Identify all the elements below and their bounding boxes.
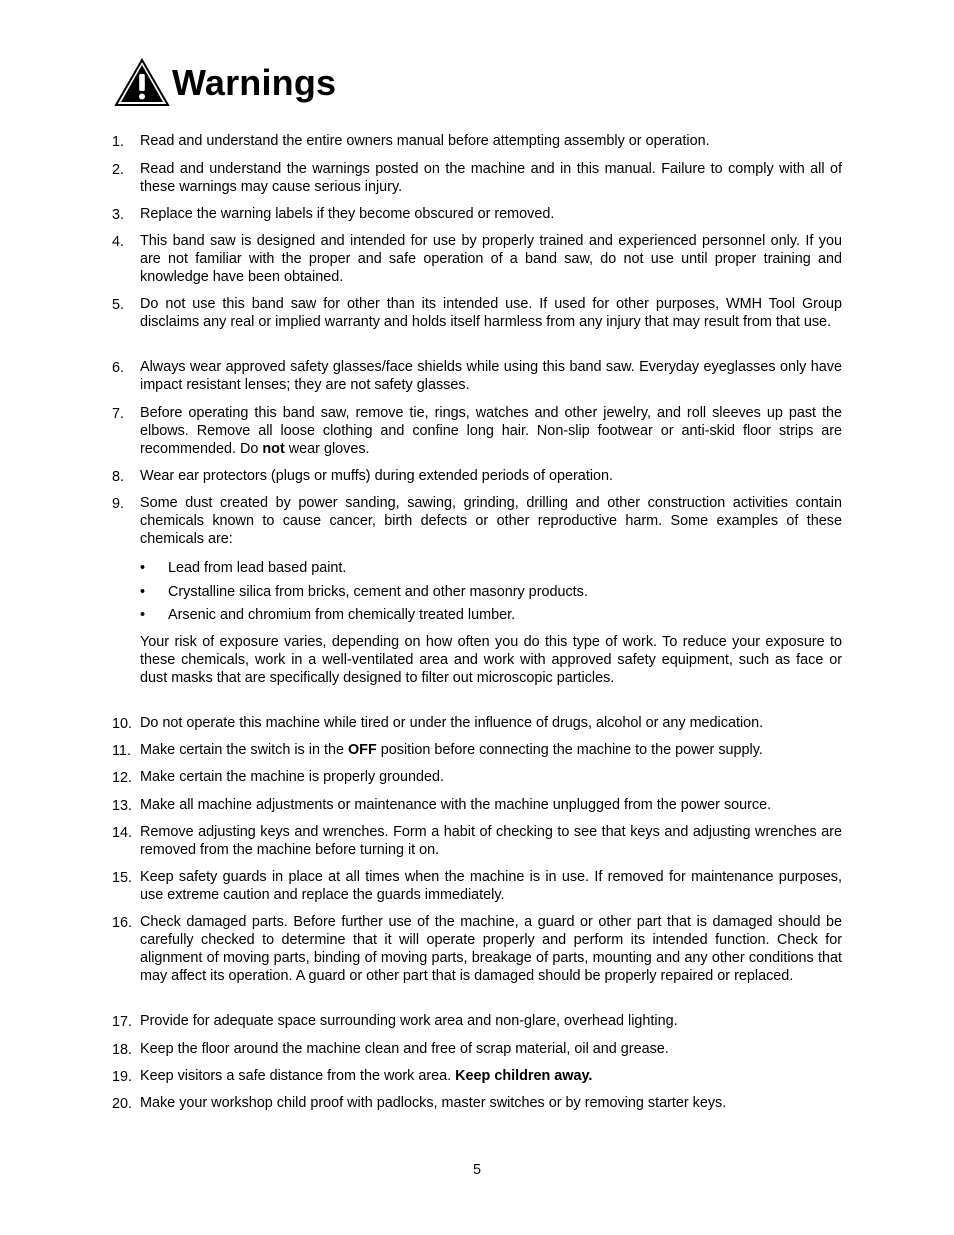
item-text-part: wear gloves.: [284, 440, 370, 457]
bullet-text: Crystalline silica from bricks, cement and other masonry products.: [168, 584, 588, 600]
section-header: [114, 58, 336, 108]
item-number: 20.: [112, 1096, 133, 1112]
item-text-part: Make certain the switch is in the: [140, 742, 348, 758]
page-title: Warnings: [172, 62, 337, 103]
item-number: 18.: [112, 1042, 133, 1058]
item-number: 2.: [112, 162, 125, 178]
item-text: This band saw is designed and intended for use by properly trained and experienced personnel only. If you are not familiar with the proper and safe operation of a band saw, do not use until proper training and knowledge have been obtained.: [140, 233, 842, 285]
item-text: Do not use this band saw for other than its intended use. If used for other purposes, WMH Tool Group disclaims any real or implied warranty and holds itself harmless from any injury that may result from that use.: [140, 296, 842, 330]
item-text: Read and understand the warnings posted on the machine and in this manual. Failure to comply with all of these warnings may cause serious injury.: [140, 161, 842, 195]
item-number: 7.: [112, 406, 125, 422]
item-text: Check damaged parts. Before further use of the machine, a guard or other part that is damaged should be carefully checked to determine that it will operate properly and perform its intended function. Check for alignment of moving parts, binding of moving parts, breakage of parts, mounting and any other conditions that may affect its operation. A guard or other part that is damaged should be properly repaired or replaced.: [140, 914, 842, 984]
emphasis-text: not: [262, 440, 285, 457]
item-number: 6.: [112, 360, 125, 376]
item-number: 19.: [112, 1069, 133, 1085]
bullet-symbol: •: [140, 560, 146, 576]
item-number: 13.: [112, 798, 133, 814]
item-text: Provide for adequate space surrounding work area and non-glare, overhead lighting.: [140, 1013, 678, 1029]
bullet-text: Lead from lead based paint.: [168, 560, 347, 576]
item-text: Always wear approved safety glasses/face shields while using this band saw. Everyday eyeglasses only have impact resistant lenses; they are not safety glasses.: [140, 359, 842, 393]
item-number: 12.: [112, 770, 133, 786]
followup-paragraph: Your risk of exposure varies, depending on how often you do this type of work. To reduce your exposure to these chemicals, work in a well-ventilated area and work with approved safety equipment, such as face or dust masks that are specifically designed to filter out microscopic particles.: [140, 634, 842, 686]
item-number: 10.: [112, 716, 133, 732]
item-text: Wear ear protectors (plugs or muffs) during extended periods of operation.: [140, 468, 614, 484]
item-text: Some dust created by power sanding, sawing, grinding, drilling and other construction activities contain chemicals known to cause cancer, birth defects or other reproductive harm. Some examples of these chemicals are:: [140, 495, 842, 547]
item-text: Read and understand the entire owners manual before attempting assembly or operation.: [140, 133, 710, 149]
item-number: 3.: [112, 207, 125, 223]
item-text: Do not operate this machine while tired or under the influence of drugs, alcohol or any medication.: [140, 715, 764, 731]
item-text: [140, 742, 842, 760]
item-number: 9.: [112, 496, 125, 512]
warning-triangle-icon: [114, 58, 170, 108]
item-number: 8.: [112, 469, 125, 485]
item-text-part: Before operating this band saw, remove tie, rings, watches and other jewelry, and roll sleeves up past the elbows. Remove all loose clothing and confine long hair. Non-slip footwear or anti-skid floor strips are recommended. Do: [140, 405, 842, 457]
item-text: Make your workshop child proof with padlocks, master switches or by removing starter keys.: [140, 1095, 727, 1111]
page-number: 5: [472, 1162, 481, 1178]
item-number: 16.: [112, 915, 133, 931]
item-text: Make certain the machine is properly grounded.: [140, 769, 444, 785]
emphasis-text: OFF: [347, 742, 377, 758]
item-number: 5.: [112, 297, 125, 313]
item-number: 15.: [112, 870, 133, 886]
item-number: 17.: [112, 1014, 133, 1030]
item-text: Replace the warning labels if they become obscured or removed.: [140, 206, 555, 222]
item-text-part: position before connecting the machine to the power supply.: [376, 742, 763, 758]
bullet-text: Arsenic and chromium from chemically treated lumber.: [168, 607, 516, 623]
item-number: 1.: [112, 134, 125, 150]
bullet-symbol: •: [140, 607, 146, 623]
bullet-symbol: •: [140, 584, 146, 600]
item-number: 11.: [112, 743, 131, 759]
emphasis-text: Keep children away.: [455, 1068, 593, 1084]
item-text: Keep the floor around the machine clean and free of scrap material, oil and grease.: [140, 1041, 669, 1057]
item-text: Remove adjusting keys and wrenches. Form a habit of checking to see that keys and adjusting wrenches are removed from the machine before turning it on.: [140, 824, 842, 858]
item-text: [140, 405, 842, 459]
item-text: Keep safety guards in place at all times when the machine is in use. If removed for maintenance purposes, use extreme caution and replace the guards immediately.: [140, 869, 842, 903]
item-number: 4.: [112, 234, 125, 250]
item-text: Make all machine adjustments or maintenance with the machine unplugged from the power source.: [140, 797, 772, 813]
item-text-part: Keep visitors a safe distance from the work area.: [140, 1068, 456, 1084]
item-number: 14.: [112, 825, 133, 841]
item-text: [140, 1068, 842, 1086]
